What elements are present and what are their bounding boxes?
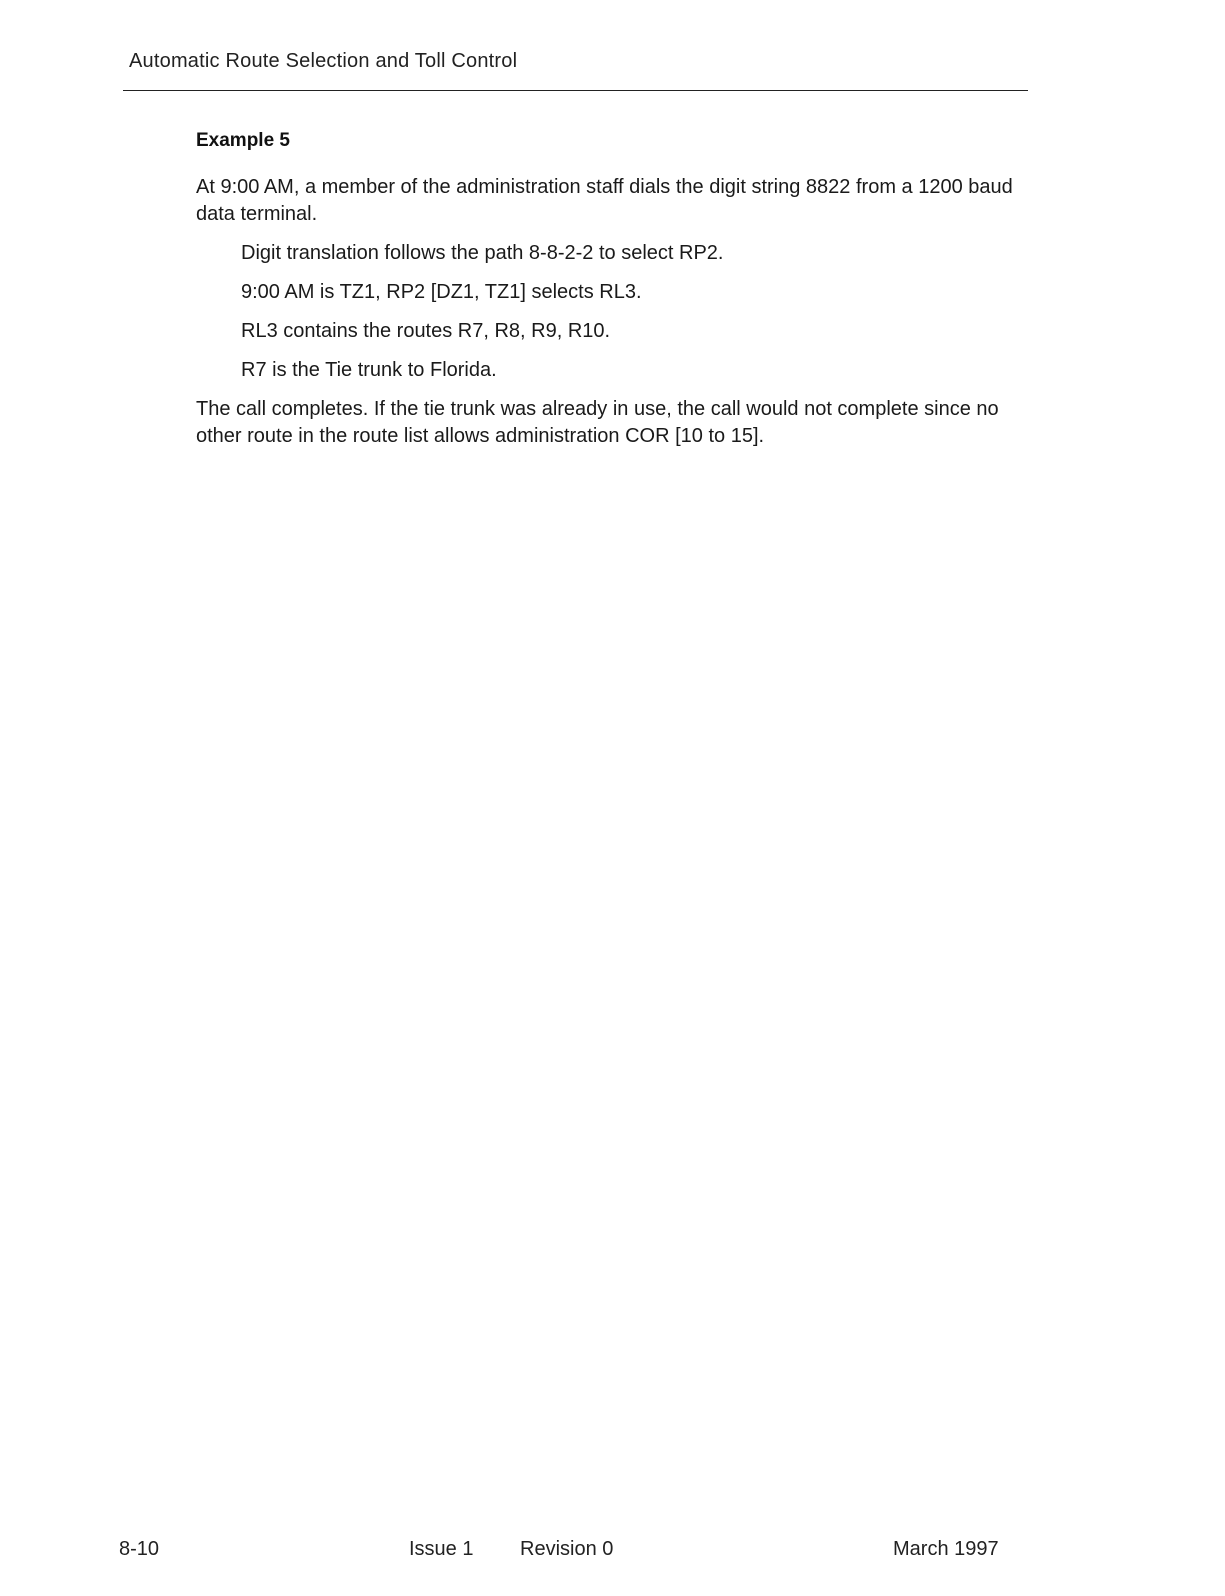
step-item: RL3 contains the routes R7, R8, R9, R10.	[241, 320, 611, 342]
step-list	[241, 240, 1036, 384]
intro-paragraph: At 9:00 AM, a member of the administration staff dials the digit string 8822 from a 1200 baud data terminal.	[196, 176, 1013, 225]
footer-issue: Issue 1	[409, 1538, 474, 1560]
example-heading: Example 5	[196, 130, 290, 151]
footer-revision: Revision 0	[520, 1538, 614, 1560]
step-item: R7 is the Tie trunk to Florida.	[241, 359, 497, 381]
step-item: 9:00 AM is TZ1, RP2 [DZ1, TZ1] selects RL3.	[241, 281, 642, 303]
page-content	[196, 130, 1036, 462]
footer-page-number: 8-10	[119, 1538, 160, 1560]
conclusion-paragraph: The call completes. If the tie trunk was already in use, the call would not complete since no other route in the route list allows administration COR [10 to 15].	[196, 398, 999, 447]
running-header: Automatic Route Selection and Toll Control	[129, 50, 518, 72]
step-item: Digit translation follows the path 8-8-2-2 to select RP2.	[241, 242, 724, 264]
footer-date: March 1997	[893, 1538, 999, 1560]
header-rule	[123, 90, 1028, 91]
